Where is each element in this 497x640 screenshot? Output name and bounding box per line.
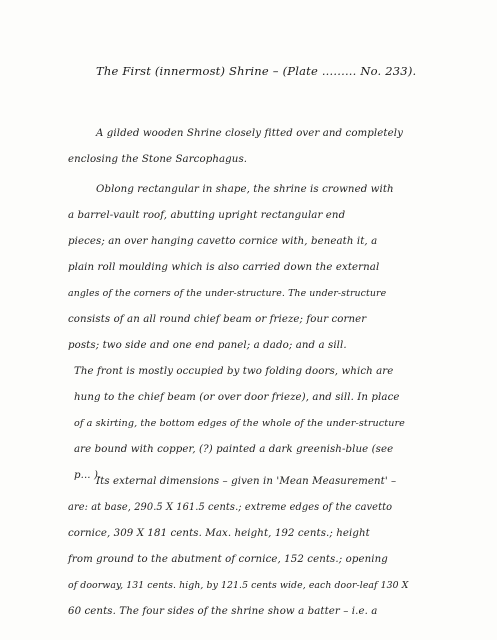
text-line: posts; two side and one end panel; a dado; and a sill. [68,340,347,351]
text-line: plain roll moulding which is also carried down the external [68,262,380,273]
text-line: The front is mostly occupied by two folding doors, which are [74,366,394,377]
text-line: are bound with copper, (?) painted a dark greenish-blue (see [74,444,394,455]
text-line: Oblong rectangular in shape, the shrine is crowned with [96,184,394,195]
text-line: a barrel-vault roof, abutting upright rectangular end [68,210,346,221]
text-line: hung to the chief beam (or over door frieze), and sill. In place [74,392,400,403]
text-line: pieces; an over hanging cavetto cornice with, beneath it, a [68,236,378,247]
text-line: angles of the corners of the under-structure. The under-structure [68,288,387,299]
text-line: Its external dimensions – given in 'Mean Measurement' – [96,476,397,487]
text-line: of a skirting, the bottom edges of the whole of the under-structure [74,418,405,429]
text-line: 60 cents. The four sides of the shrine show a batter – i.e. a [68,606,378,617]
text-line: enclosing the Stone Sarcophagus. [68,154,248,165]
text-line: from ground to the abutment of cornice, 152 cents.; opening [68,554,388,565]
text-line: p... ). [74,470,102,481]
page-title: The First (innermost) Shrine – (Plate ......... No. 233). [96,64,417,78]
text-line: consists of an all round chief beam or frieze; four corner [68,314,367,325]
text-line: are: at base, 290.5 X 161.5 cents.; extreme edges of the cavetto [68,502,393,513]
text-line: cornice, 309 X 181 cents. Max. height, 192 cents.; height [68,528,370,539]
text-line: of doorway, 131 cents. high, by 121.5 cents wide, each door-leaf 130 X [68,580,409,591]
text-line: A gilded wooden Shrine closely fitted over and completely [96,128,403,139]
